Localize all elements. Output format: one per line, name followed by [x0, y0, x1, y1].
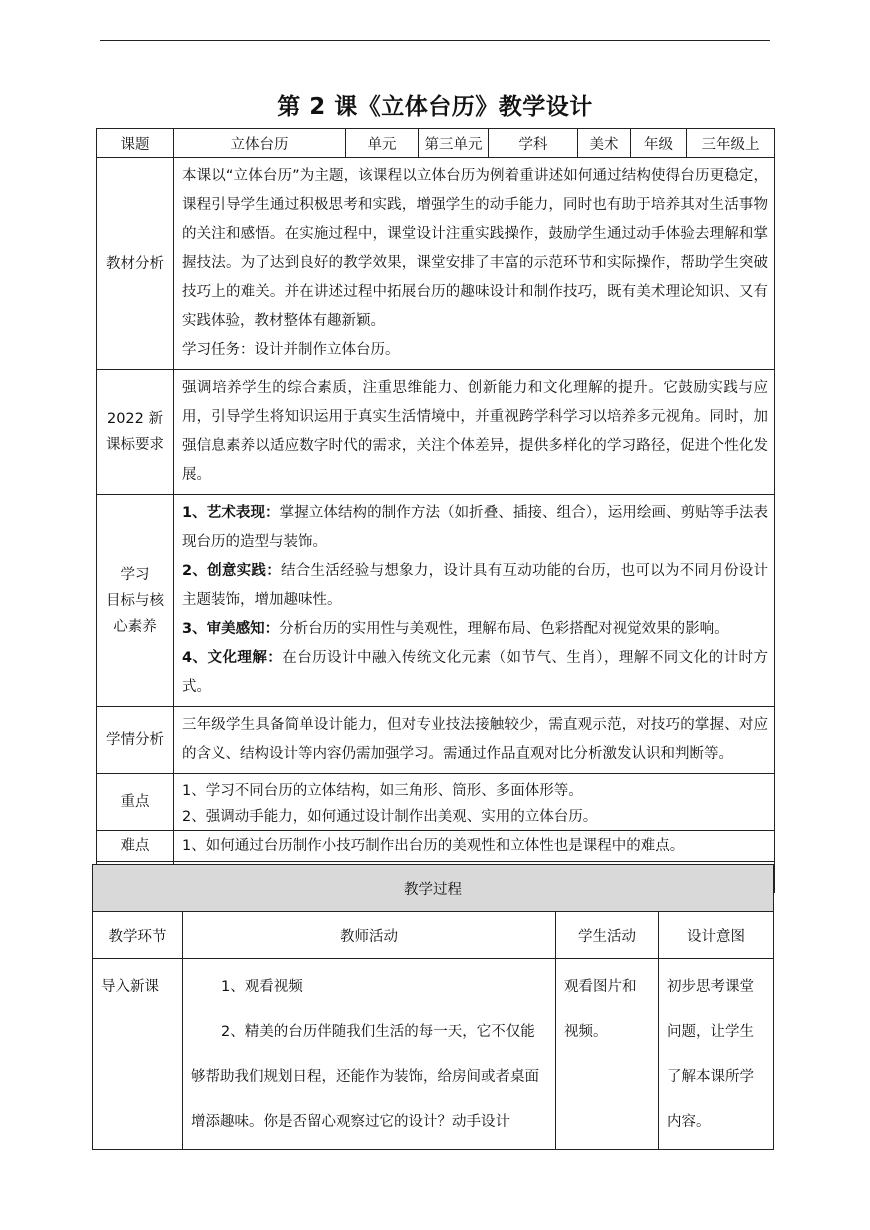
standards-label-line1: 2022 新	[106, 411, 163, 427]
key-point-line: 1、学习不同台历的立体结构，如三角形、筒形、多面体形等。	[182, 783, 583, 799]
objective-item	[182, 499, 768, 557]
difficulties-row	[97, 831, 775, 862]
objectives-label-line1: 学习	[120, 566, 150, 583]
topic-label: 课题	[97, 129, 174, 158]
key-points-cell	[174, 774, 775, 831]
learner-analysis-row	[97, 707, 775, 774]
stage-cell	[93, 959, 183, 1150]
grade-value: 三年级上	[687, 129, 775, 158]
student-cell	[556, 959, 659, 1150]
objective-item	[182, 615, 768, 644]
stage-text: 导入新课	[101, 979, 159, 995]
grade-label: 年级	[631, 129, 687, 158]
material-analysis-row	[97, 158, 775, 370]
header-rule	[100, 40, 770, 41]
objectives-cell	[174, 495, 775, 707]
key-points-row	[97, 774, 775, 831]
col-teacher: 教师活动	[183, 912, 556, 959]
objective-heading: 1、艺术表现：	[182, 505, 280, 521]
subject-label: 学科	[489, 129, 578, 158]
teacher-para: 1、观看视频	[221, 979, 303, 995]
objective-item	[182, 644, 768, 702]
objectives-label-line2: 目标与核	[106, 592, 164, 609]
key-points-label: 重点	[97, 774, 174, 831]
objectives-label	[97, 495, 174, 707]
difficulties-text: 1、如何通过台历制作小技巧制作出台历的美观性和立体性也是课程中的难点。	[174, 831, 775, 862]
topic-value: 立体台历	[174, 129, 346, 158]
standards-text: 强调培养学生的综合素质，注重思维能力、创新能力和文化理解的提升。它鼓励实践与应用，引导学生将知识运用于真实生活情境中，并重视跨学科学习以培养多元视角。同时，加强信息素养以适应数字时代的需求，关注个体差异，提供多样化的学习路径，促进个性化发展。	[174, 370, 775, 495]
page-title: 第 2 课《立体台历》教学设计	[277, 94, 593, 120]
objective-heading: 3、审美感知：	[182, 621, 280, 637]
difficulties-label: 难点	[97, 831, 174, 862]
intent-cell	[659, 959, 774, 1150]
process-row	[93, 959, 774, 1150]
standards-label	[97, 370, 174, 495]
objective-item	[182, 557, 768, 615]
objective-heading: 4、文化理解：	[182, 650, 283, 666]
standards-label-line2: 课标要求	[106, 437, 164, 453]
objective-text: 在台历设计中融入传统文化元素（如节气、生肖），理解不同文化的计时方式。	[182, 650, 768, 695]
objectives-row	[97, 495, 775, 707]
learner-analysis-text: 三年级学生具备简单设计能力，但对专业技法接触较少，需直观示范，对技巧的掌握、对应的含义、结构设计等内容仍需加强学习。需通过作品直观对比分析激发认识和判断等。	[174, 707, 775, 774]
info-row	[97, 129, 775, 158]
objective-heading: 2、创意实践：	[182, 563, 281, 579]
standards-row	[97, 370, 775, 495]
col-student: 学生活动	[556, 912, 659, 959]
material-analysis-text: 本课以“立体台历”为主题，该课程以立体台历为例着重讲述如何通过结构使得台历更稳定，课程引导学生通过积极思考和实践，增强学生的动手能力，同时也有助于培养其对生活事物的关注和感悟。在实施过程中，课堂设计注重实践操作，鼓励学生通过动手体验去理解和掌握技法。为了达到良好的教学效果，课堂安排了丰富的示范环节和实际操作，帮助学生突破技巧上的难关。并在讲述过程中拓展台历的趣味设计和制作技巧，既有美术理论知识、又有实践体验，教材整体有趣新颖。	[182, 168, 768, 329]
intent-text: 初步思考课堂问题，让学生了解本课所学内容。	[667, 979, 754, 1130]
teaching-process-table	[92, 864, 774, 1150]
teacher-cell	[183, 959, 556, 1150]
objective-text: 分析台历的实用性与美观性，理解布局、色彩搭配对视觉效果的影响。	[279, 621, 729, 637]
unit-value: 第三单元	[419, 129, 489, 158]
objective-text: 掌握立体结构的制作方法（如折叠、插接、组合），运用绘画、剪贴等手法表现台历的造型与装饰。	[182, 505, 769, 550]
material-analysis-label: 教材分析	[97, 158, 174, 370]
col-intent: 设计意图	[659, 912, 774, 959]
learner-analysis-label: 学情分析	[97, 707, 174, 774]
col-stage: 教学环节	[93, 912, 183, 959]
subject-value: 美术	[578, 129, 631, 158]
learning-task-text: 学习任务：设计并制作立体台历。	[182, 342, 400, 358]
objectives-label-line3: 心素养	[113, 618, 157, 635]
key-point-line: 2、强调动手能力，如何通过设计制作出美观、实用的立体台历。	[182, 809, 598, 825]
objective-text: 结合生活经验与想象力，设计具有互动功能的台历，也可以为不同月份设计主题装饰，增加趣味性。	[182, 563, 769, 608]
material-analysis-cell	[174, 158, 775, 370]
process-header: 教学过程	[93, 865, 774, 912]
unit-label: 单元	[346, 129, 419, 158]
teacher-para: 2、精美的台历伴随我们生活的每一天，它不仅能够帮助我们规划日程，还能作为装饰，给房间或者桌面增添趣味。你是否留心观察过它的设计？动手设计	[191, 1024, 539, 1130]
lesson-info-table	[96, 128, 775, 893]
student-text: 观看图片和视频。	[564, 979, 637, 1040]
